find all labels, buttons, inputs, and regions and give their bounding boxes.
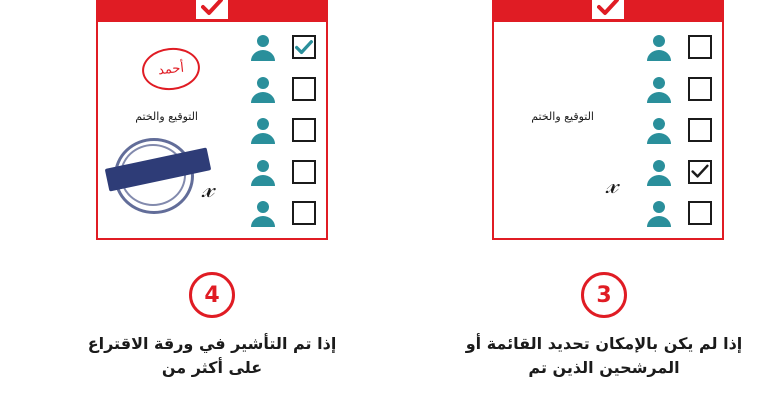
- ballot-rows: [200, 30, 316, 230]
- vote-checkbox[interactable]: [688, 35, 712, 59]
- caption-text: إذا تم التأشير في ورقة الاقتراع على أكثر من: [87, 334, 337, 377]
- ballot-body: [492, 22, 724, 240]
- ballot-row[interactable]: [200, 196, 316, 230]
- voter-icon: [248, 32, 278, 62]
- voter-icon: [644, 74, 674, 104]
- ballot-panel-step-4: [96, 0, 328, 240]
- caption-step-3: [464, 272, 744, 380]
- ballot-header-bar: [492, 0, 724, 22]
- signature-mark: 𝓍: [605, 170, 618, 200]
- voter-icon: [248, 198, 278, 228]
- vote-checkbox[interactable]: [292, 35, 316, 59]
- vote-checkbox[interactable]: [292, 201, 316, 225]
- caption-step-4: [72, 272, 352, 380]
- voter-icon: [644, 32, 674, 62]
- vote-checkbox[interactable]: [292, 160, 316, 184]
- vote-checkbox[interactable]: [688, 160, 712, 184]
- voter-icon: [644, 115, 674, 145]
- step-number-badge: 3: [581, 272, 627, 318]
- step-number-badge: 4: [189, 272, 235, 318]
- ballot-row[interactable]: [596, 30, 712, 64]
- header-checkbox: [592, 0, 624, 19]
- ballot-body: [96, 22, 328, 240]
- voter-icon: [644, 198, 674, 228]
- ballot-row[interactable]: [596, 113, 712, 147]
- vote-checkbox[interactable]: [688, 118, 712, 142]
- caption-text: إذا لم يكن بالإمكان تحديد القائمة أو المرشحين الذين تم: [465, 334, 743, 377]
- signature-stamp-label: التوقيع والختم: [531, 110, 594, 123]
- voter-icon: [248, 157, 278, 187]
- voter-icon: [644, 157, 674, 187]
- ballot-row[interactable]: [596, 196, 712, 230]
- vote-checkbox[interactable]: [688, 201, 712, 225]
- signature-mark: 𝓍: [201, 174, 214, 204]
- ballot-row[interactable]: [596, 72, 712, 106]
- handwritten-name-circle: أحمد: [140, 45, 202, 93]
- ballot-row[interactable]: [200, 155, 316, 189]
- ballot-row[interactable]: [200, 72, 316, 106]
- vote-checkbox[interactable]: [292, 118, 316, 142]
- ballot-row[interactable]: [200, 30, 316, 64]
- ballot-panel-step-3: [492, 0, 724, 240]
- voter-icon: [248, 74, 278, 104]
- ballot-row[interactable]: [200, 113, 316, 147]
- vote-checkbox[interactable]: [688, 77, 712, 101]
- ballot-row[interactable]: [596, 155, 712, 189]
- signature-stamp-label: التوقيع والختم: [135, 110, 198, 123]
- ballot-header-bar: [96, 0, 328, 22]
- vote-checkbox[interactable]: [292, 77, 316, 101]
- ballot-rows: [596, 30, 712, 230]
- header-checkbox: [196, 0, 228, 19]
- voter-icon: [248, 115, 278, 145]
